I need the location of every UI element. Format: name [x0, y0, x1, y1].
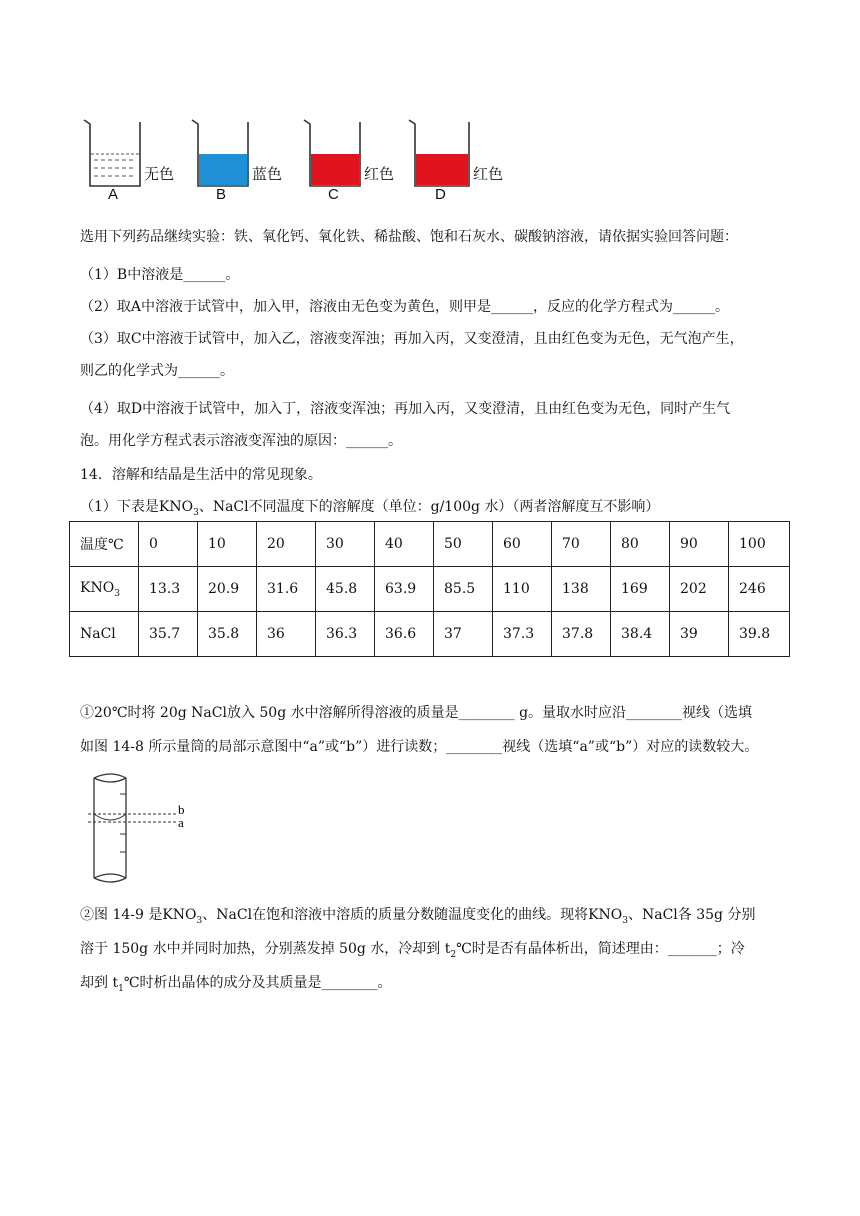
table-cell: 38.4 [611, 612, 670, 657]
table-cell: 110 [493, 567, 552, 612]
table-cell: 36 [257, 612, 316, 657]
q14-part1: （1）下表是$KNO_3$、NaCl不同温度下的溶解度（单位：g/100g 水）（两者溶解度互不影响） [80, 499, 660, 518]
beaker-letter: B [216, 186, 227, 203]
beaker-color-label: 蓝色 [252, 165, 283, 183]
table-cell: 36.6 [375, 612, 434, 657]
beaker-color-label: 无色 [144, 165, 175, 183]
beaker-letter: A [108, 186, 119, 203]
table-cell: 37.8 [552, 612, 611, 657]
table-cell: 35.8 [198, 612, 257, 657]
q14-sub2-line2: 溶于 150g 水中并同时加热，分别蒸发掉 50g 水，冷却到 $t_2℃$时是否有晶体析出，简述理由：_______；冷 [80, 941, 745, 960]
q13-part4-line1: （4）取D中溶液于试管中，加入丁，溶液变浑浊；再加入丙，又变澄清，且由红色变为无色，同时产生气 [80, 401, 731, 417]
table-cell: 100 [729, 522, 790, 567]
table-row-header [70, 522, 790, 567]
table-cell: 20 [257, 522, 316, 567]
table-row-nacl [70, 612, 790, 657]
table-row-kno3 [70, 567, 790, 612]
q14-title: 14．溶解和结晶是生活中的常见现象。 [80, 467, 322, 483]
table-cell: 80 [611, 522, 670, 567]
q13-part2: （2）取A中溶液于试管中，加入甲，溶液由无色变为黄色，则甲是______，反应的化学方程式为______。 [80, 299, 730, 315]
solubility-table [69, 521, 790, 657]
table-cell: 温度℃ [70, 522, 139, 567]
table-cell: 60 [493, 522, 552, 567]
table-cell: 10 [198, 522, 257, 567]
table-cell: 39 [670, 612, 729, 657]
table-cell: 202 [670, 567, 729, 612]
beaker-color-label: 红色 [473, 165, 504, 183]
label-a: a [178, 815, 184, 830]
table-cell: 30 [316, 522, 375, 567]
table-cell: 0 [139, 522, 198, 567]
table-cell: 246 [729, 567, 790, 612]
q13-part4-line2: 泡。用化学方程式表示溶液变浑浊的原因：______。 [80, 433, 402, 449]
table-cell: 39.8 [729, 612, 790, 657]
q14-sub1-line1: ①20℃时将 20g NaCl放入 50g 水中溶解所得溶液的质量是________ g。量取水时应沿________视线（选填 [80, 705, 753, 721]
table-cell: 90 [670, 522, 729, 567]
q14-sub2-line3: 却到 $t_1℃$时析出晶体的成分及其质量是________。 [80, 975, 392, 994]
q14-sub2-line1: ②图 14-9 是$KNO_3$、NaCl在饱和溶液中溶质的质量分数随温度变化的曲线。现将$KNO_3$、NaCl各 35g 分别 [80, 907, 756, 926]
beaker-letter: C [328, 186, 339, 203]
table-cell: 85.5 [434, 567, 493, 612]
label-b: b [178, 802, 185, 817]
q14-sub1-line2: 如图 14-8 所示量筒的局部示意图中“a”或“b”）进行读数；________视线（选填“a”或“b”）对应的读数较大。 [80, 739, 759, 755]
table-cell: 169 [611, 567, 670, 612]
table-cell: 13.3 [139, 567, 198, 612]
table-cell: 70 [552, 522, 611, 567]
beaker-color-label: 红色 [364, 165, 395, 183]
table-cell: 138 [552, 567, 611, 612]
table-cell: 50 [434, 522, 493, 567]
table-cell: 36.3 [316, 612, 375, 657]
table-cell: $KNO_3$ [70, 567, 139, 612]
q13-part1: （1）B中溶液是______。 [80, 267, 240, 283]
table-cell: 31.6 [257, 567, 316, 612]
q13-intro: 选用下列药品继续实验：铁、氧化钙、氧化铁、稀盐酸、饱和石灰水、碳酸钠溶液，请依据实验回答问题： [80, 229, 738, 245]
q13-part3-line2: 则乙的化学式为______。 [80, 363, 234, 379]
table-cell: NaCl [70, 612, 139, 657]
table-cell: 40 [375, 522, 434, 567]
table-cell: 45.8 [316, 567, 375, 612]
q13-part3-line1: （3）取C中溶液于试管中，加入乙，溶液变浑浊；再加入丙，又变澄清，且由红色变为无色，无气泡产生， [80, 331, 744, 347]
cylinder-figure [86, 770, 196, 888]
table-cell: 37.3 [493, 612, 552, 657]
table-cell: 20.9 [198, 567, 257, 612]
table-cell: 37 [434, 612, 493, 657]
beaker-letter: D [435, 186, 446, 203]
table-cell: 35.7 [139, 612, 198, 657]
table-cell: 63.9 [375, 567, 434, 612]
